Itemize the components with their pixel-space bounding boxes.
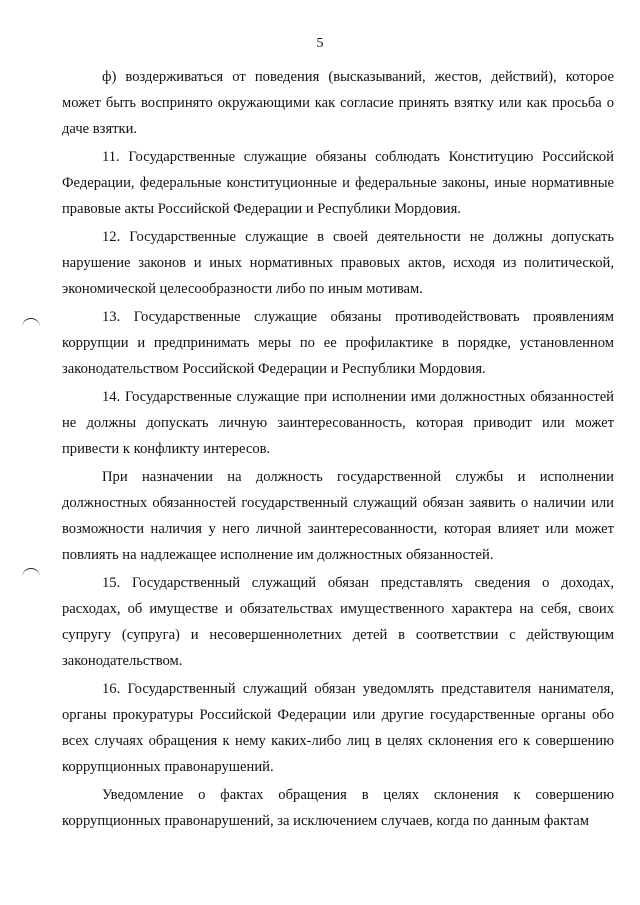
paragraph-14: 14. Государственные служащие при исполнении ими должностных обязанностей не должны допускать личную заинтересованность, которая приводит или может привести к конфликту интересов. [62, 389, 614, 457]
paragraph-13: 13. Государственные служащие обязаны противодействовать проявлениям коррупции и предпринимать меры по ее профилактике в порядке, установленном законодательством Российской Федерации и Республики Мордовия. [62, 309, 614, 377]
paragraph-15: 15. Государственный служащий обязан представлять сведения о доходах, расходах, об имуществе и обязательствах имущественного характера на себя, своих супругу (супруга) и несовершеннолетних детей в соответствии с действующим законодательством. [62, 575, 614, 669]
paragraph-notification: Уведомление о фактах обращения в целях склонения к совершению коррупционных правонарушений, за исключением случаев, когда по данным фактам [62, 787, 614, 829]
page-number: 5 [316, 36, 324, 51]
paragraph-16: 16. Государственный служащий обязан уведомлять представителя нанимателя, органы прокуратуры Российской Федерации или другие государственные органы обо всех случаях обращения к нему каких-либо лиц в целях склонения его к совершению коррупционных правонарушений. [62, 681, 614, 775]
document-body [62, 64, 614, 836]
binding-hole-mark [22, 318, 40, 327]
paragraph-f: ф) воздерживаться от поведения (высказываний, жестов, действий), которое может быть воспринято окружающими как согласие принять взятку или как просьба о даче взятки. [62, 69, 614, 137]
paragraph-11: 11. Государственные служащие обязаны соблюдать Конституцию Российской Федерации, федеральные конституционные и федеральные законы, иные нормативные правовые акты Российской Федерации и Республики Мордовия. [62, 149, 614, 217]
paragraph-14-continued: При назначении на должность государственной службы и исполнении должностных обязанностей государственный служащий обязан заявить о наличии или возможности наличия у него личной заинтересованности, которая влияет или может повлиять на надлежащее исполнение им должностных обязанностей. [62, 469, 614, 563]
binding-hole-mark [22, 568, 40, 577]
paragraph-12: 12. Государственные служащие в своей деятельности не должны допускать нарушение законов и иных нормативных правовых актов, исходя из политической, экономической целесообразности либо по иным мотивам. [62, 229, 614, 297]
